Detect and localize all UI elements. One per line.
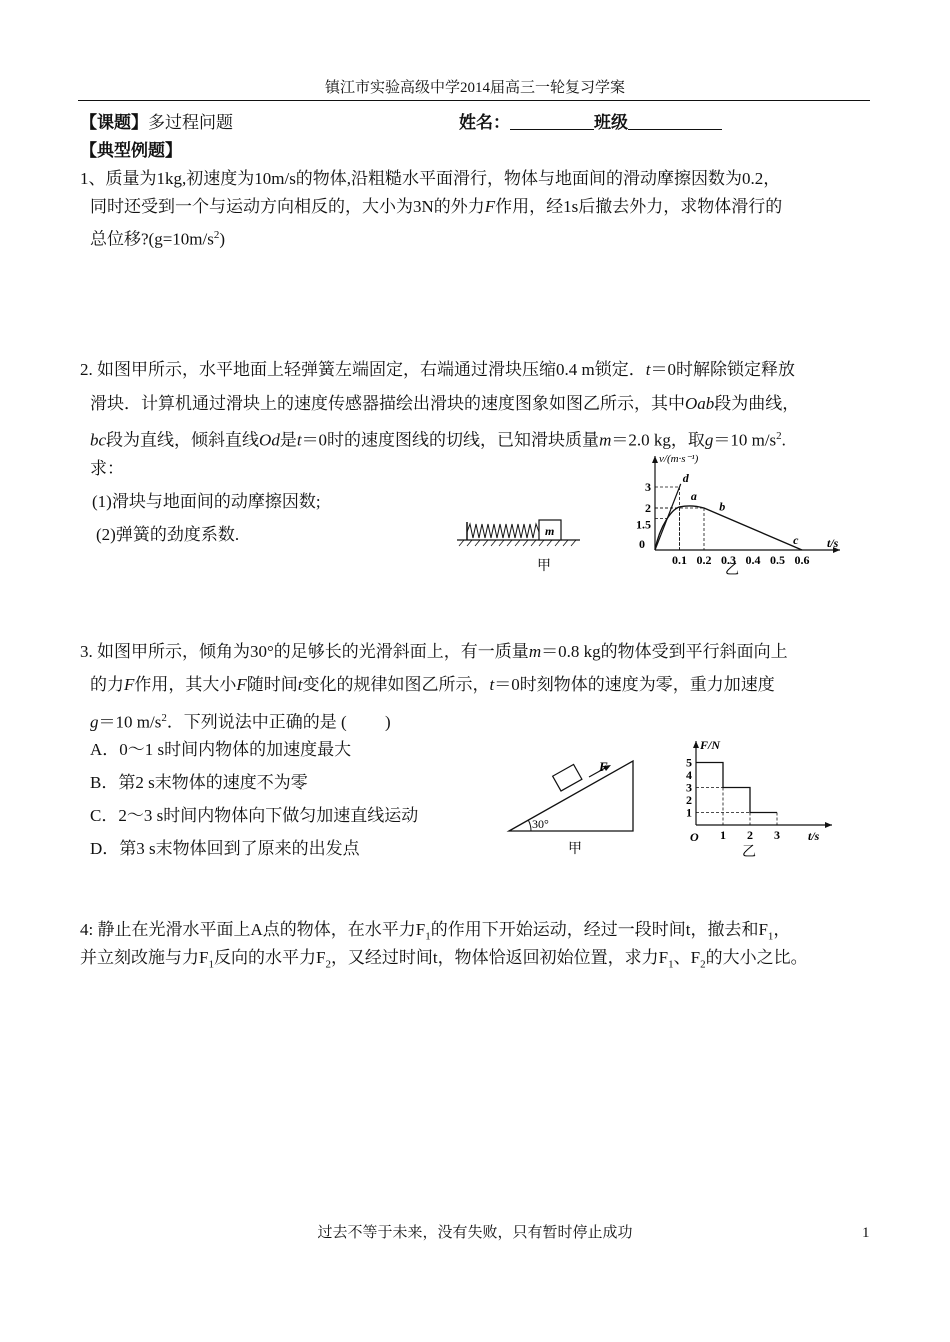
q3-line-3 bbox=[90, 707, 391, 734]
q3-text: 3. 如图甲所示，倾角为30°的足够长的光滑斜面上，有一质量 bbox=[80, 642, 529, 661]
document-header: 镇江市实验高级中学2014届高三一轮复习学案 bbox=[324, 80, 625, 96]
q4-subscript: 1 bbox=[668, 958, 674, 971]
y-tick-label: 4 bbox=[686, 768, 692, 782]
q3-line-1 bbox=[80, 641, 788, 663]
q3-option-b[interactable]: B．第2 s末物体的速度不为零 bbox=[90, 773, 308, 792]
q2-var: Oab bbox=[685, 394, 715, 413]
y-tick-label: 1.5 bbox=[636, 517, 651, 532]
y-tick-label: 2 bbox=[686, 793, 692, 807]
q2-text: 是 bbox=[279, 430, 297, 450]
tangent-line-od bbox=[655, 484, 681, 550]
q3-text: 随时间 bbox=[246, 675, 298, 694]
figure-caption-jia: 甲 bbox=[568, 842, 582, 857]
q1-superscript: 2 bbox=[213, 229, 220, 241]
point-label-d: d bbox=[682, 470, 689, 485]
name-blank[interactable] bbox=[510, 113, 594, 130]
q2-text: 段为曲线， bbox=[714, 394, 800, 413]
figure-caption-yi: 乙 bbox=[725, 563, 739, 578]
x-tick-label: 0.1 bbox=[672, 553, 687, 567]
q3-text: ＝10 m/s bbox=[98, 712, 162, 732]
q1-line-3 bbox=[90, 224, 225, 251]
q2-text: ＝2.0 kg，取 bbox=[611, 430, 705, 450]
q3-figure-incline bbox=[505, 755, 640, 860]
q2-var: t bbox=[645, 360, 651, 379]
x-tick-label: 0.6 bbox=[794, 553, 810, 567]
q2-subquestion-2: (2)弹簧的劲度系数. bbox=[96, 525, 240, 544]
velocity-curve bbox=[655, 506, 802, 550]
q2-line-2 bbox=[90, 393, 799, 415]
q4-text: 反向的水平力F bbox=[213, 948, 326, 967]
q3-var: m bbox=[528, 642, 542, 661]
q1-force-symbol: F bbox=[484, 197, 496, 216]
topic-label: 【课题】 bbox=[80, 113, 148, 133]
x-axis-label: t/s bbox=[808, 829, 820, 843]
figure-caption-jia: 甲 bbox=[537, 559, 551, 573]
class-label: 班级 bbox=[594, 113, 628, 133]
q4-text: 的大小之比。 bbox=[705, 948, 808, 967]
class-blank[interactable] bbox=[628, 113, 722, 130]
q3-var: g bbox=[90, 712, 99, 732]
q3-line-2 bbox=[90, 674, 775, 696]
angle-arc bbox=[529, 821, 532, 832]
spring bbox=[467, 524, 539, 538]
y-tick-label: 3 bbox=[686, 780, 692, 795]
y-axis-arrow bbox=[693, 741, 699, 748]
q3-superscript: 2 bbox=[161, 712, 167, 724]
q3-text: ．下列说法中正确的是 ( ) bbox=[166, 712, 391, 732]
q1-text: ) bbox=[219, 229, 226, 249]
q3-option-c[interactable]: C．2～3 s时间内物体向下做匀加速直线运动 bbox=[90, 806, 419, 825]
x-tick-label: 3 bbox=[774, 828, 780, 842]
origin-label: O bbox=[690, 830, 699, 844]
q4-subscript: 1 bbox=[208, 958, 214, 971]
origin-label: 0 bbox=[639, 537, 645, 551]
q4-subscript: 1 bbox=[767, 930, 774, 943]
page-number: 1 bbox=[862, 1225, 870, 1241]
q2-text: ＝0时解除锁定释放 bbox=[650, 360, 795, 379]
q3-var: F bbox=[236, 675, 247, 694]
x-tick-label: 0.5 bbox=[770, 553, 785, 567]
q2-line-4: 求： bbox=[90, 459, 124, 478]
x-tick-label: 1 bbox=[720, 828, 726, 842]
q1-text: 同时还受到一个与运动方向相反的，大小为3N的外力 bbox=[90, 197, 485, 216]
section-title: 【典型例题】 bbox=[80, 141, 182, 161]
q3-text: 变化的规律如图乙所示， bbox=[302, 675, 490, 694]
point-label-c: c bbox=[793, 532, 799, 547]
q4-text: ，又经过时间t，物体恰返回初始位置，求力F bbox=[330, 948, 669, 967]
q4-line-1 bbox=[80, 919, 790, 947]
point-label-b: b bbox=[719, 499, 726, 514]
q2-subquestion-1: (1)滑块与地面间的动摩擦因数; bbox=[92, 492, 321, 511]
q3-text: 作用，其大小 bbox=[134, 675, 237, 694]
topic-value: 多过程问题 bbox=[148, 113, 233, 132]
ground-hatch bbox=[459, 540, 576, 546]
q4-text: 4: 静止在光滑水平面上A点的物体，在水平力F bbox=[80, 920, 426, 939]
name-label: 姓名： bbox=[459, 113, 510, 133]
y-axis-arrow bbox=[652, 456, 658, 463]
q2-text: ＝10 m/s bbox=[713, 430, 777, 450]
q4-subscript: 1 bbox=[425, 930, 431, 943]
header-rule bbox=[78, 100, 870, 101]
q2-var: t bbox=[296, 430, 302, 450]
x-axis-label: t/s bbox=[827, 536, 839, 550]
q3-figure-ft-chart bbox=[680, 735, 840, 860]
force-label: F bbox=[599, 759, 608, 774]
topic-line bbox=[80, 112, 233, 134]
q4-text: ， bbox=[773, 920, 791, 939]
q1-text: 作用，经1s后撤去外力，求物体滑行的 bbox=[495, 197, 783, 216]
y-axis-label: v/(m·s⁻¹) bbox=[659, 453, 699, 465]
q4-subscript: 2 bbox=[700, 958, 706, 971]
q2-var: Od bbox=[259, 430, 280, 450]
q1-text: 总位移?(g=10m/s bbox=[90, 229, 214, 249]
q1-line-2 bbox=[90, 196, 782, 218]
x-tick-label: 0.2 bbox=[696, 553, 712, 567]
q2-text: 2. 如图甲所示，水平地面上轻弹簧左端固定，右端通过滑块压缩0.4 m锁定． bbox=[80, 360, 646, 379]
x-tick-label: 2 bbox=[747, 828, 753, 842]
q2-text: 段为直线，倾斜直线 bbox=[106, 430, 260, 450]
q2-superscript: 2 bbox=[776, 430, 782, 442]
q2-text: ＝0时的速度图线的切线，已知滑块质量 bbox=[301, 430, 600, 450]
y-axis-label: F/N bbox=[700, 738, 721, 752]
footer-motto: 过去不等于未来，没有失败，只有暂时停止成功 bbox=[317, 1225, 633, 1241]
q1-line-1: 1、质量为1kg,初速度为10m/s的物体,沿粗糙水平面滑行，物体与地面间的滑动摩擦因数为0.2， bbox=[80, 169, 781, 188]
q2-text: . bbox=[781, 430, 786, 450]
point-label-a: a bbox=[690, 488, 697, 503]
q4-text: 、F bbox=[673, 948, 701, 967]
q3-option-a[interactable]: A．0～1 s时间内物体的加速度最大 bbox=[90, 740, 352, 759]
q3-var: t bbox=[489, 675, 495, 694]
q2-figure-spring-block bbox=[455, 508, 585, 573]
block-on-incline bbox=[553, 764, 582, 791]
q3-text: ＝0.8 kg的物体受到平行斜面向上 bbox=[541, 642, 788, 661]
q4-line-2 bbox=[80, 947, 808, 975]
angle-label: 30° bbox=[532, 817, 549, 831]
q3-text: 的力 bbox=[90, 675, 124, 694]
q4-subscript: 2 bbox=[325, 958, 331, 971]
y-tick-label: 1 bbox=[686, 805, 692, 820]
q4-text: 并立刻改施与力F bbox=[80, 948, 209, 967]
q3-option-d[interactable]: D．第3 s末物体回到了原来的出发点 bbox=[90, 839, 360, 858]
figure-caption-yi: 乙 bbox=[742, 845, 756, 860]
q2-line-1 bbox=[80, 359, 795, 381]
q3-text: ＝0时刻物体的速度为零，重力加速度 bbox=[494, 675, 775, 694]
q2-text: 滑块．计算机通过滑块上的速度传感器描绘出滑块的速度图象如图乙所示，其中 bbox=[90, 394, 685, 413]
name-class-line bbox=[459, 112, 722, 134]
mass-label: m bbox=[545, 524, 555, 538]
x-tick-label: 0.3 bbox=[721, 553, 736, 567]
q2-var: m bbox=[599, 430, 612, 450]
q3-var: F bbox=[124, 675, 135, 694]
y-tick-label: 5 bbox=[686, 755, 692, 770]
q2-var: bc bbox=[90, 430, 107, 450]
q4-text: 的作用下开始运动，经过一段时间t，撤去和F bbox=[430, 920, 768, 939]
y-tick-label: 3 bbox=[645, 480, 651, 494]
q3-var: t bbox=[297, 675, 303, 694]
y-tick-label: 2 bbox=[645, 501, 651, 515]
x-axis-arrow bbox=[825, 822, 832, 828]
q2-var: g bbox=[704, 430, 714, 450]
q2-figure-vt-chart bbox=[625, 448, 850, 578]
x-tick-label: 0.4 bbox=[745, 553, 761, 567]
